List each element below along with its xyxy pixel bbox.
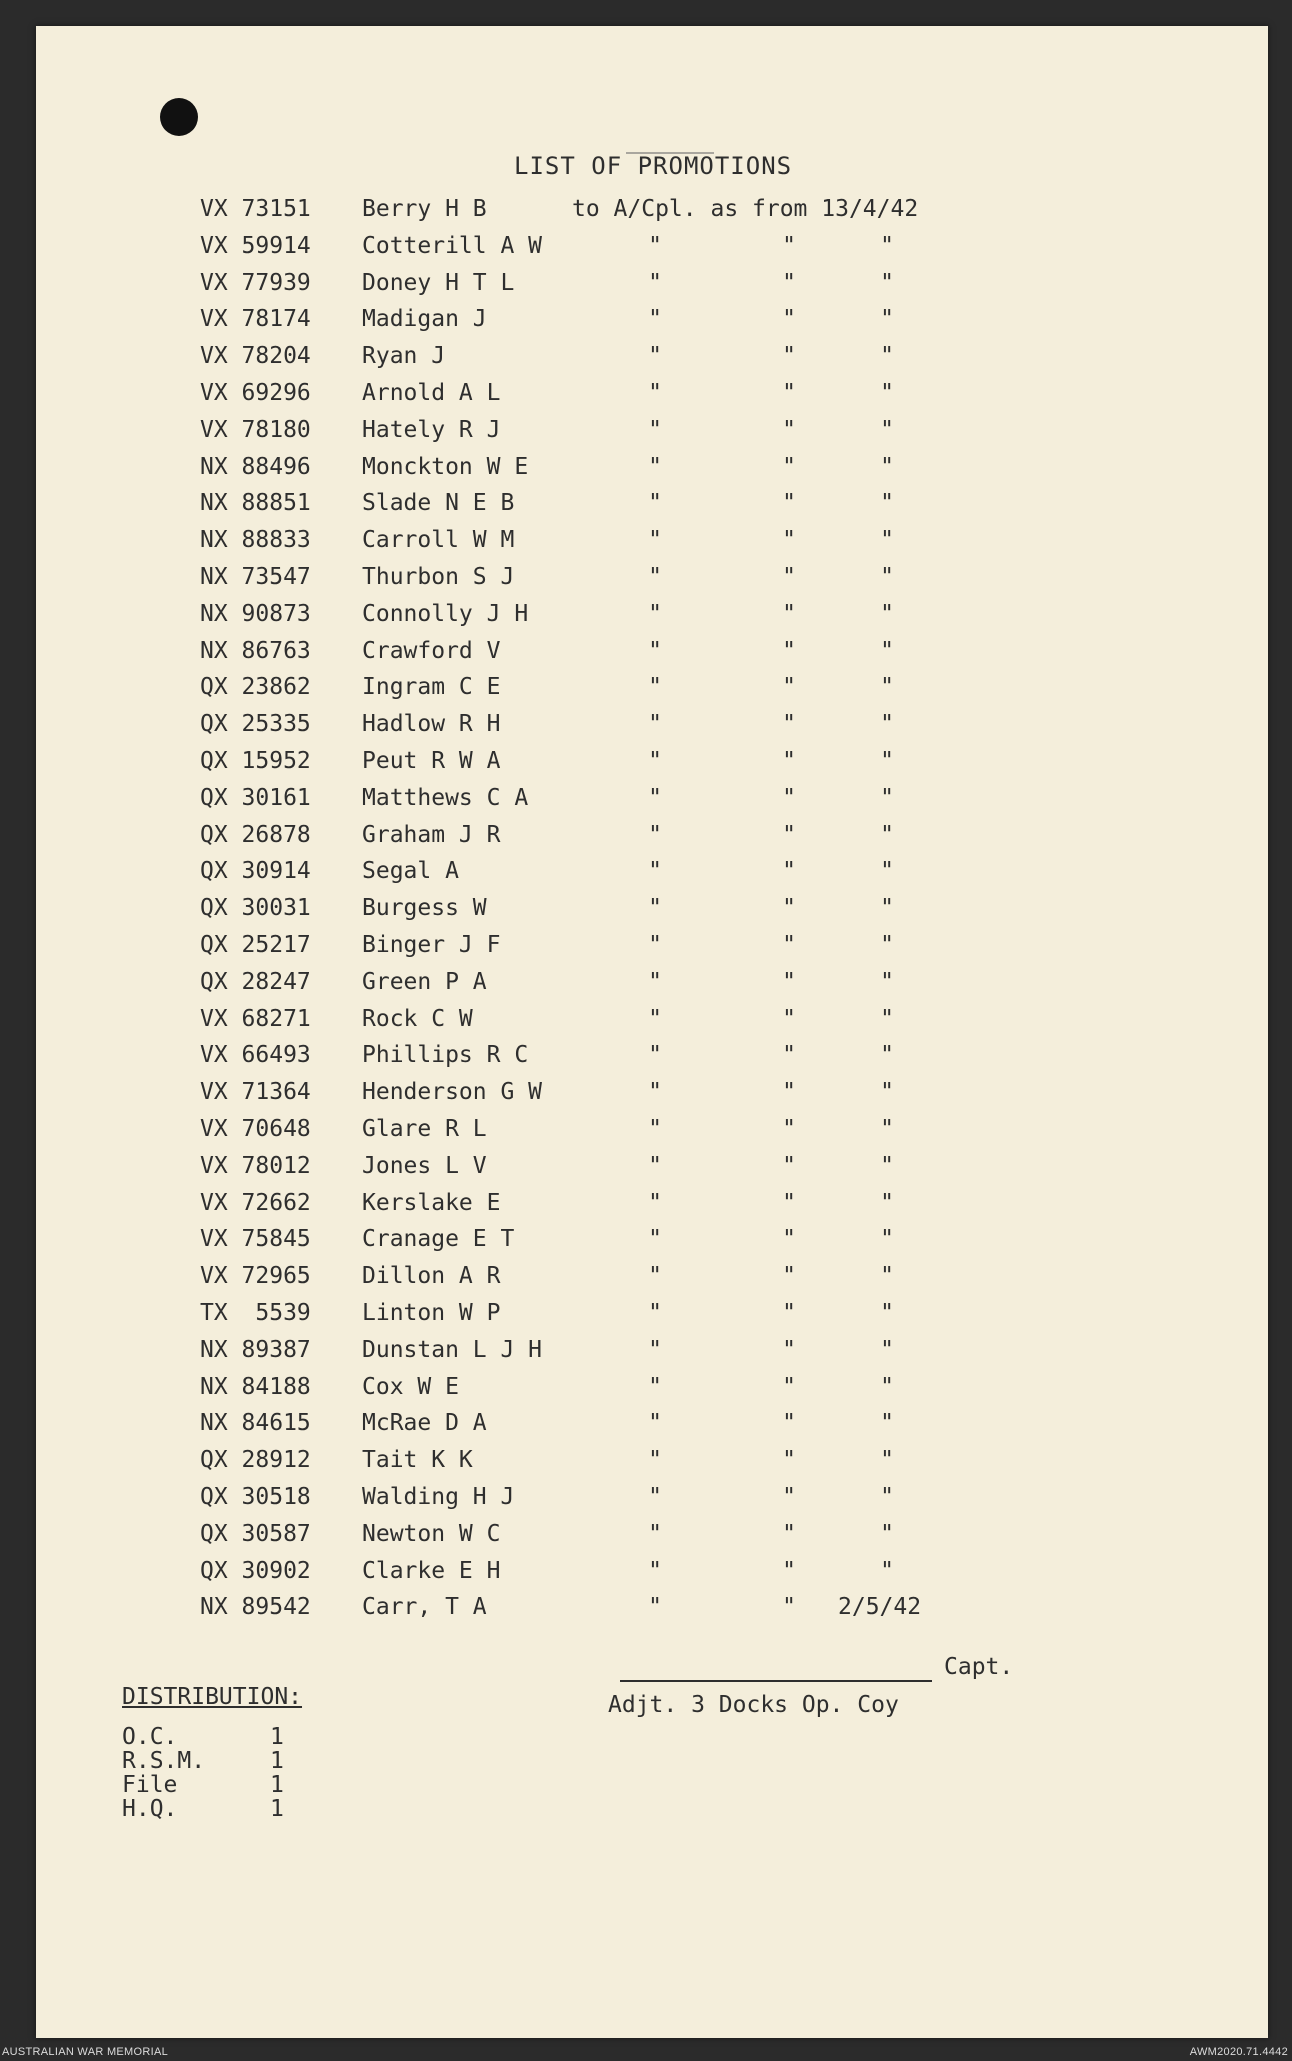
soldier-name: Walding H J <box>362 1484 515 1510</box>
ditto-mark: " <box>880 600 894 627</box>
ditto-mark: " <box>648 380 662 406</box>
service-number: NX 84188 <box>200 1373 311 1400</box>
ditto-mark: " <box>648 711 662 738</box>
soldier-name: McRae D A <box>362 1410 487 1437</box>
ditto-mark: " <box>880 748 894 774</box>
list-item <box>0 306 1292 338</box>
ditto-mark: " <box>648 1263 662 1290</box>
list-item <box>0 1116 1292 1148</box>
ditto-mark: " <box>648 1079 662 1106</box>
ditto-mark: " <box>648 1116 662 1142</box>
list-item <box>0 454 1292 486</box>
soldier-name: Dillon A R <box>362 1263 501 1290</box>
ditto-mark: " <box>648 416 662 443</box>
footer-credit: AUSTRALIAN WAR MEMORIAL <box>2 2046 169 2058</box>
list-item <box>0 1190 1292 1222</box>
distribution-recipient: R.S.M. <box>122 1748 206 1774</box>
ditto-mark: " <box>880 1005 894 1032</box>
soldier-name: Berry H B <box>362 196 487 222</box>
ditto-mark: " <box>782 1079 796 1106</box>
ditto-mark: " <box>880 527 894 554</box>
ditto-mark: " <box>880 1189 894 1216</box>
soldier-name: Newton W C <box>362 1520 501 1547</box>
ditto-mark: " <box>880 380 894 406</box>
distribution-item <box>122 1772 322 1796</box>
service-number: QX 30161 <box>200 784 311 811</box>
list-item <box>0 1153 1292 1185</box>
soldier-name: Peut R W A <box>362 748 501 774</box>
ditto-mark: " <box>648 637 662 664</box>
ditto-mark: " <box>782 858 796 885</box>
distribution-recipient: File <box>122 1772 178 1798</box>
list-item <box>0 270 1292 302</box>
soldier-name: Jones L V <box>362 1152 487 1179</box>
ditto-mark: " <box>782 1300 796 1326</box>
ditto-mark: " <box>648 1594 662 1621</box>
ditto-mark: " <box>782 1042 796 1069</box>
service-number: VX 59914 <box>200 232 311 259</box>
ditto-mark: " <box>880 1410 894 1437</box>
soldier-name: Arnold A L <box>362 380 501 406</box>
ditto-mark: " <box>782 1152 796 1179</box>
ditto-mark: " <box>880 637 894 664</box>
soldier-name: Binger J F <box>362 932 501 958</box>
ditto-mark: " <box>648 1484 662 1510</box>
distribution-item <box>122 1724 322 1748</box>
ditto-mark: " <box>880 1152 894 1179</box>
list-item <box>0 1006 1292 1038</box>
ditto-mark: " <box>880 343 894 370</box>
ditto-mark: " <box>782 932 796 958</box>
ditto-mark: " <box>782 1226 796 1253</box>
ditto-mark: " <box>782 1116 796 1142</box>
service-number: VX 78204 <box>200 343 311 370</box>
service-number: QX 28912 <box>200 1447 311 1474</box>
distribution-item <box>122 1796 322 1820</box>
soldier-name: Dunstan L J H <box>362 1336 543 1363</box>
ditto-mark: " <box>782 232 796 259</box>
service-number: VX 72965 <box>200 1263 311 1290</box>
list-item <box>0 601 1292 633</box>
ditto-mark: " <box>782 1410 796 1437</box>
soldier-name: Clarke E H <box>362 1557 501 1584</box>
soldier-name: Phillips R C <box>362 1042 529 1069</box>
distribution-item <box>122 1748 322 1772</box>
list-item <box>0 233 1292 265</box>
service-number: VX 66493 <box>200 1042 311 1069</box>
ditto-mark: " <box>880 416 894 443</box>
ditto-mark: " <box>782 306 796 333</box>
soldier-name: Graham J R <box>362 821 501 848</box>
ditto-mark: " <box>880 968 894 995</box>
list-item <box>0 1079 1292 1111</box>
ditto-mark: " <box>648 1410 662 1437</box>
ditto-mark: " <box>782 564 796 590</box>
ditto-mark: " <box>782 1484 796 1510</box>
ditto-mark: " <box>880 674 894 701</box>
ditto-mark: " <box>648 453 662 480</box>
ditto-mark: " <box>880 1557 894 1584</box>
ditto-mark: " <box>880 1484 894 1510</box>
soldier-name: Burgess W <box>362 895 487 922</box>
service-number: QX 15952 <box>200 748 311 774</box>
list-item <box>0 932 1292 964</box>
list-item <box>0 1042 1292 1074</box>
ditto-mark: " <box>880 1042 894 1069</box>
service-number: VX 78174 <box>200 306 311 333</box>
signature-rank: Capt. <box>944 1654 1014 1680</box>
list-item <box>0 564 1292 596</box>
service-number: QX 30914 <box>200 858 311 885</box>
soldier-name: Linton W P <box>362 1300 501 1326</box>
soldier-name: Segal A <box>362 858 459 885</box>
ditto-mark: " <box>648 1557 662 1584</box>
soldier-name: Madigan J <box>362 306 487 333</box>
soldier-name: Cotterill A W <box>362 232 543 259</box>
list-item <box>0 748 1292 780</box>
ditto-mark: " <box>880 1300 894 1326</box>
ditto-mark: " <box>782 821 796 848</box>
ditto-mark: " <box>648 232 662 259</box>
ditto-mark: " <box>782 1336 796 1363</box>
ditto-mark: " <box>648 674 662 701</box>
distribution-count: 1 <box>270 1748 284 1774</box>
ditto-mark: " <box>880 1373 894 1400</box>
service-number: QX 30518 <box>200 1484 311 1510</box>
list-item <box>0 343 1292 375</box>
service-number: NX 88833 <box>200 527 311 554</box>
ditto-mark: " <box>648 748 662 774</box>
list-item <box>0 1337 1292 1369</box>
ditto-mark: " <box>880 269 894 296</box>
service-number: QX 25217 <box>200 932 311 958</box>
ditto-mark: " <box>880 232 894 259</box>
ditto-mark: " <box>880 564 894 590</box>
ditto-mark: " <box>648 858 662 885</box>
ditto-mark: " <box>782 637 796 664</box>
ditto-mark: " <box>782 674 796 701</box>
ditto-mark: " <box>880 1336 894 1363</box>
service-number: QX 28247 <box>200 968 311 995</box>
ditto-mark: " <box>782 1520 796 1547</box>
service-number: QX 23862 <box>200 674 311 701</box>
promotion-date: 2/5/42 <box>838 1594 922 1621</box>
ditto-mark: " <box>782 1005 796 1032</box>
list-item <box>0 1558 1292 1590</box>
soldier-name: Connolly J H <box>362 600 529 627</box>
ditto-mark: " <box>782 784 796 811</box>
list-item <box>0 822 1292 854</box>
service-number: VX 73151 <box>200 196 311 222</box>
ditto-mark: " <box>648 1152 662 1179</box>
ditto-mark: " <box>880 784 894 811</box>
list-item <box>0 1594 1292 1626</box>
ditto-mark: " <box>648 784 662 811</box>
service-number: NX 73547 <box>200 564 311 590</box>
ditto-mark: " <box>880 1116 894 1142</box>
distribution-count: 1 <box>270 1724 284 1750</box>
ditto-mark: " <box>782 453 796 480</box>
ditto-mark: " <box>880 306 894 333</box>
soldier-name: Doney H T L <box>362 269 515 296</box>
ditto-mark: " <box>880 711 894 738</box>
list-item <box>0 785 1292 817</box>
ditto-mark: " <box>782 1263 796 1290</box>
ditto-mark: " <box>648 1300 662 1326</box>
service-number: NX 86763 <box>200 637 311 664</box>
signature-line <box>620 1680 932 1682</box>
list-item <box>0 1263 1292 1295</box>
list-item <box>0 490 1292 522</box>
document-title: LIST OF PROMOTIONS <box>514 152 793 180</box>
soldier-name: Carr, T A <box>362 1594 487 1621</box>
ditto-mark: " <box>648 1447 662 1474</box>
ditto-mark: " <box>648 564 662 590</box>
list-item <box>0 638 1292 670</box>
soldier-name: Henderson G W <box>362 1079 543 1106</box>
soldier-name: Glare R L <box>362 1116 487 1142</box>
service-number: VX 75845 <box>200 1226 311 1253</box>
ditto-mark: " <box>782 895 796 922</box>
list-item <box>0 1521 1292 1553</box>
soldier-name: Hadlow R H <box>362 711 501 738</box>
list-item <box>0 417 1292 449</box>
promotion-note: to A/Cpl. as from 13/4/42 <box>572 196 919 222</box>
list-item <box>0 1484 1292 1516</box>
distribution-count: 1 <box>270 1796 284 1822</box>
list-item <box>0 1410 1292 1442</box>
list-item <box>0 1226 1292 1258</box>
list-item <box>0 858 1292 890</box>
soldier-name: Matthews C A <box>362 784 529 811</box>
service-number: VX 78012 <box>200 1152 311 1179</box>
service-number: QX 25335 <box>200 711 311 738</box>
ditto-mark: " <box>782 1373 796 1400</box>
ditto-mark: " <box>782 380 796 406</box>
soldier-name: Thurbon S J <box>362 564 515 590</box>
service-number: TX 5539 <box>200 1300 311 1326</box>
ditto-mark: " <box>782 343 796 370</box>
ditto-mark: " <box>648 1189 662 1216</box>
list-item <box>0 1447 1292 1479</box>
ditto-mark: " <box>648 1373 662 1400</box>
ditto-mark: " <box>648 490 662 517</box>
service-number: VX 72662 <box>200 1189 311 1216</box>
service-number: NX 84615 <box>200 1410 311 1437</box>
ditto-mark: " <box>782 269 796 296</box>
distribution-recipient: H.Q. <box>122 1796 178 1822</box>
ditto-mark: " <box>648 1520 662 1547</box>
soldier-name: Rock C W <box>362 1005 473 1032</box>
service-number: NX 88496 <box>200 453 311 480</box>
list-item <box>0 674 1292 706</box>
ditto-mark: " <box>880 1226 894 1253</box>
soldier-name: Ingram C E <box>362 674 501 701</box>
list-item <box>0 969 1292 1001</box>
ditto-mark: " <box>648 1042 662 1069</box>
service-number: VX 71364 <box>200 1079 311 1106</box>
soldier-name: Cranage E T <box>362 1226 515 1253</box>
ditto-mark: " <box>880 895 894 922</box>
ditto-mark: " <box>648 821 662 848</box>
soldier-name: Green P A <box>362 968 487 995</box>
ditto-mark: " <box>648 895 662 922</box>
signature-appointment: Adjt. 3 Docks Op. Coy <box>608 1692 899 1718</box>
service-number: QX 30902 <box>200 1557 311 1584</box>
list-item <box>0 196 1292 228</box>
soldier-name: Tait K K <box>362 1447 473 1474</box>
ditto-mark: " <box>782 416 796 443</box>
ditto-mark: " <box>782 600 796 627</box>
service-number: NX 89387 <box>200 1336 311 1363</box>
service-number: NX 89542 <box>200 1594 311 1621</box>
ditto-mark: " <box>648 343 662 370</box>
ditto-mark: " <box>880 490 894 517</box>
soldier-name: Slade N E B <box>362 490 515 517</box>
ditto-mark: " <box>648 527 662 554</box>
list-item <box>0 1300 1292 1332</box>
ditto-mark: " <box>648 932 662 958</box>
service-number: NX 88851 <box>200 490 311 517</box>
ditto-mark: " <box>880 1447 894 1474</box>
ditto-mark: " <box>782 490 796 517</box>
ditto-mark: " <box>782 527 796 554</box>
list-item <box>0 380 1292 412</box>
soldier-name: Ryan J <box>362 343 446 370</box>
soldier-name: Crawford V <box>362 637 501 664</box>
service-number: NX 90873 <box>200 600 311 627</box>
distribution-recipient: O.C. <box>122 1724 178 1750</box>
ditto-mark: " <box>880 1520 894 1547</box>
service-number: QX 26878 <box>200 821 311 848</box>
ditto-mark: " <box>782 1594 796 1621</box>
ditto-mark: " <box>782 1189 796 1216</box>
ditto-mark: " <box>782 1447 796 1474</box>
list-item <box>0 527 1292 559</box>
service-number: VX 77939 <box>200 269 311 296</box>
footer-reference: AWM2020.71.4442 <box>1189 2046 1288 2058</box>
ditto-mark: " <box>648 1005 662 1032</box>
ditto-mark: " <box>648 1336 662 1363</box>
soldier-name: Monckton W E <box>362 453 529 480</box>
soldier-name: Cox W E <box>362 1373 459 1400</box>
service-number: VX 78180 <box>200 416 311 443</box>
ditto-mark: " <box>782 1557 796 1584</box>
ditto-mark: " <box>648 968 662 995</box>
soldier-name: Carroll W M <box>362 527 515 554</box>
service-number: QX 30031 <box>200 895 311 922</box>
list-item <box>0 895 1292 927</box>
distribution-title: DISTRIBUTION: <box>122 1684 303 1710</box>
ditto-mark: " <box>880 1263 894 1290</box>
ditto-mark: " <box>782 711 796 738</box>
ditto-mark: " <box>880 821 894 848</box>
service-number: QX 30587 <box>200 1520 311 1547</box>
service-number: VX 69296 <box>200 380 311 406</box>
ditto-mark: " <box>782 968 796 995</box>
soldier-name: Hately R J <box>362 416 501 443</box>
ditto-mark: " <box>648 269 662 296</box>
list-item <box>0 711 1292 743</box>
list-item <box>0 1374 1292 1406</box>
ditto-mark: " <box>648 1226 662 1253</box>
ditto-mark: " <box>880 1079 894 1106</box>
soldier-name: Kerslake E <box>362 1189 501 1216</box>
ditto-mark: " <box>880 453 894 480</box>
ditto-mark: " <box>880 858 894 885</box>
service-number: VX 70648 <box>200 1116 311 1142</box>
ditto-mark: " <box>880 932 894 958</box>
distribution-count: 1 <box>270 1772 284 1798</box>
ditto-mark: " <box>648 306 662 333</box>
ditto-mark: " <box>782 748 796 774</box>
ditto-mark: " <box>648 600 662 627</box>
service-number: VX 68271 <box>200 1005 311 1032</box>
